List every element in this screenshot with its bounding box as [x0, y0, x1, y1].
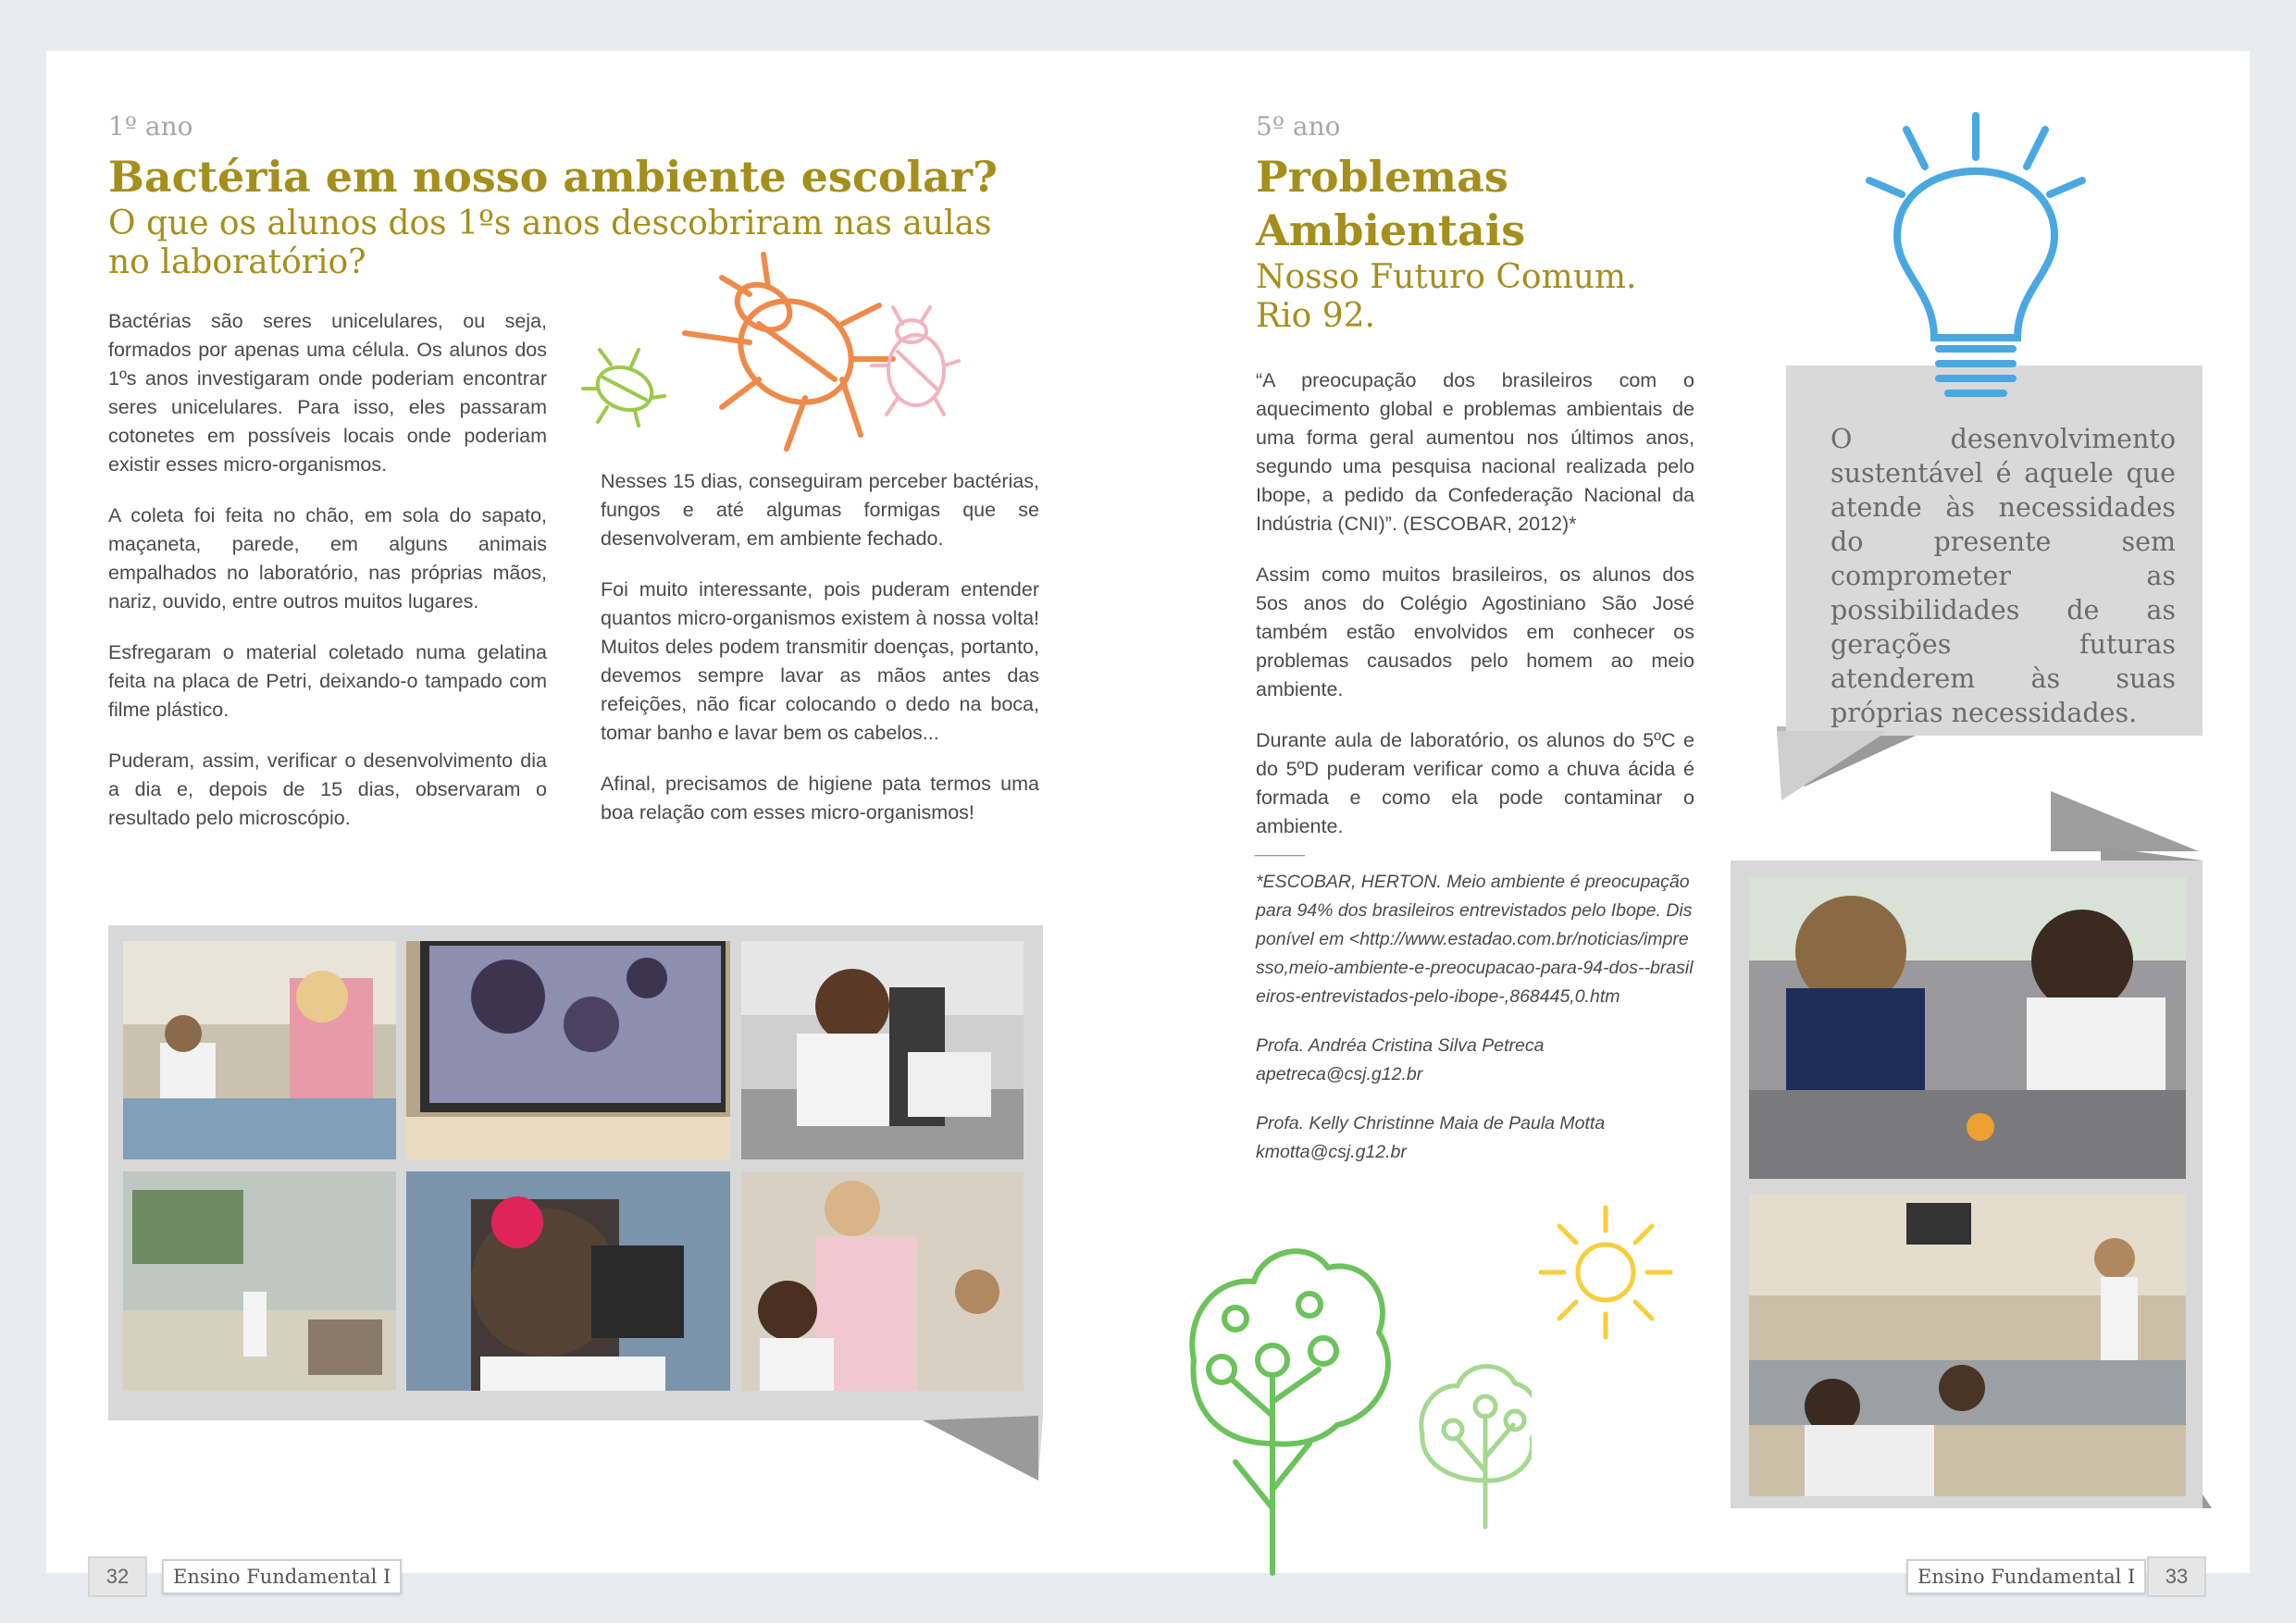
- trees-illustration-icon: [1180, 1231, 1532, 1582]
- photo-classroom-projection: [123, 1171, 396, 1391]
- photo-students-experiment: [1749, 877, 2186, 1179]
- bugs-illustration-icon: [574, 250, 962, 463]
- right-footer-label: Ensino Fundamental I: [1906, 1559, 2146, 1594]
- right-title: [1256, 150, 1811, 257]
- reference-note: Profa. Kelly Christinne Maia de Paula Motta kmotta@csj.g12.br: [1256, 1113, 1606, 1162]
- sustainability-quote: O desenvolvimento sustentável é aquele que atende às necessidades do presente sem comprometer as possibilidades de as gerações futuras atenderem às suas próprias necessidades.: [1831, 424, 2176, 728]
- right-page-number: 33: [2147, 1556, 2206, 1597]
- left-footer-label: Ensino Fundamental I: [162, 1559, 402, 1594]
- left-paragraph: Foi muito interessante, pois puderam entender quantos micro-organismos existem à nossa volta! Muitos deles podem transmitir doenças, portanto, devemos sempre lavar as mãos antes das refeições, não ficar colocando o dedo na boca, tomar banho e lavar bem os cabelos...: [601, 578, 1039, 744]
- photo-lab-teacher: [123, 941, 396, 1159]
- left-paragraph: Puderam, assim, verificar o desenvolvimento dia a dia e, depois de 15 dias, observaram o resultado pelo microscópio.: [108, 750, 547, 829]
- left-paragraph: Afinal, precisamos de higiene pata termos uma boa relação com esses micro-organismos!: [601, 773, 1039, 824]
- note-rule: _____: [1256, 838, 1307, 859]
- reference-note: *ESCOBAR, HERTON. Meio ambiente é preocupação para 94% dos brasileiros entrevistados pelo Ibope. Disponível em <http://www.estadao.com.br/noticias/impresso,meio-ambiente-e-preocupacao-para-94-dos--brasileiros-entrevistados-pelo-ibope-,868445,0.htm: [1256, 872, 1694, 1007]
- photo-girl-microscope: [741, 941, 1024, 1159]
- sun-icon: [1532, 1198, 1680, 1346]
- right-subtitle-line: Rio 92.: [1256, 297, 1375, 335]
- right-paragraph: Durante aula de laboratório, os alunos do 5ºC e do 5ºD puderam verificar como a chuva ácida é formada e como ela pode contaminar o ambiente.: [1256, 729, 1694, 837]
- left-grade-label: 1º ano: [108, 111, 193, 142]
- left-column-1: [108, 307, 547, 855]
- right-title-line: Ambientais: [1256, 205, 1526, 255]
- left-paragraph: Esfregaram o material coletado numa gelatina feita na placa de Petri, deixando-o tampado com filme plástico.: [108, 641, 547, 721]
- references: [1256, 840, 1694, 1187]
- left-paragraph: A coleta foi feita no chão, em sola do sapato, maçaneta, parede, em alguns animais empalhados no laboratório, nas próprias mãos, nariz, ouvido, entre outros muitos lugares.: [108, 504, 547, 613]
- light-bulb-icon: [1860, 106, 2091, 403]
- photo-microscope-screen: [406, 941, 730, 1159]
- left-subtitle: O que os alunos dos 1ºs anos descobriram nas aulas no laboratório?: [108, 204, 992, 281]
- right-grade-label: 5º ano: [1256, 111, 1341, 142]
- right-paragraph: Assim como muitos brasileiros, os alunos dos 5os anos do Colégio Agostiniano São José também estão envolvidos em conhecer os problemas causados pelo homem ao meio ambiente.: [1256, 564, 1694, 700]
- right-subtitle: [1256, 258, 1811, 336]
- left-paragraph: Nesses 15 dias, conseguiram perceber bactérias, fungos e até algumas formigas que se desenvolveram, em ambiente fechado.: [601, 470, 1039, 550]
- photo-teacher-students: [741, 1171, 1024, 1391]
- right-paragraph: “A preocupação dos brasileiros com o aquecimento global e problemas ambientais de uma forma geral aumentou nos últimos anos, segundo uma pesquisa nacional realizada pelo Ibope, a pedido da Confederação Nacional da Indústria (CNI)”. (ESCOBAR, 2012)*: [1256, 369, 1694, 535]
- left-title: Bactéria em nosso ambiente escolar?: [108, 152, 998, 202]
- photo-lab-classroom: [1749, 1194, 2186, 1496]
- left-page-number: 32: [88, 1556, 147, 1597]
- reference-note: Profa. Andréa Cristina Silva Petreca apetreca@csj.g12.br: [1256, 1035, 1545, 1084]
- left-paragraph: Bactérias são seres unicelulares, ou seja, formados por apenas uma célula. Os alunos dos 1ºs anos investigaram onde poderiam encontrar seres unicelulares. Para isso, eles passaram cotonetes em possíveis locais onde poderiam existir esses micro-organismos.: [108, 310, 547, 476]
- left-column-2: [601, 467, 1039, 849]
- right-title-line: Problemas: [1256, 152, 1508, 202]
- right-subtitle-line: Nosso Futuro Comum.: [1256, 258, 1637, 296]
- photo-girl-eyepiece: [406, 1171, 730, 1391]
- right-column: [1256, 366, 1694, 863]
